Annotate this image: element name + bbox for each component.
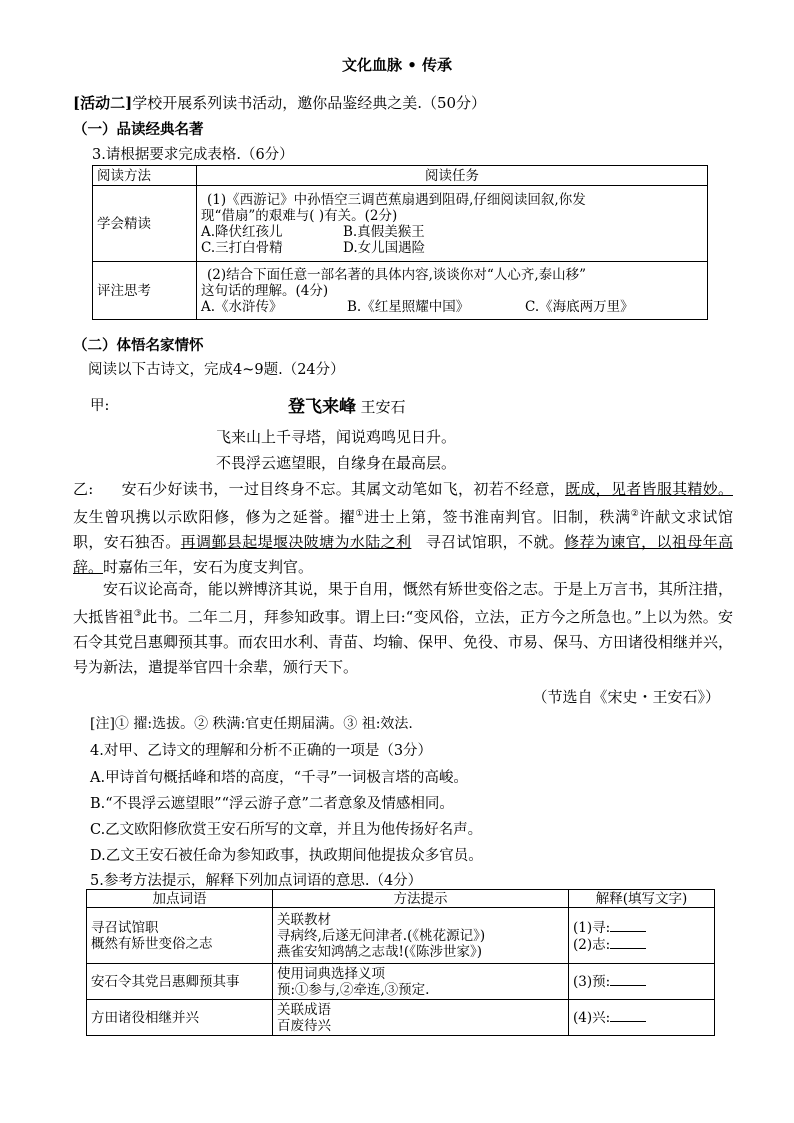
- activity-text: 学校开展系列读书活动，邀你品鉴经典之美.（50分）: [132, 94, 487, 112]
- answer-blank[interactable]: [610, 973, 646, 986]
- prose-text: 安石议论高奇，能以辨博济其说，果于自用，慨然有矫世变俗之志。于是上万言书，其所注措，大抵皆祖: [73, 580, 734, 626]
- question-4-option: D.乙文王安石被任命为参知政事，执政期间他提拔众多官员。: [90, 848, 483, 864]
- section-heading-2: （二）体悟名家情怀: [73, 337, 204, 354]
- reading-intro: 阅读以下古诗文，完成4~9题.（24分）: [88, 362, 345, 378]
- activity-heading: [73, 92, 486, 113]
- hint: 预:①参与,②牵连,③预定.: [277, 981, 430, 998]
- task-line: (1)《西游记》中孙悟空三调芭蕉扇遇到阻碍,仔细阅读回叙,你发: [207, 191, 586, 208]
- prose-text: 进士上第，签书淮南判官。旧制，秩满: [364, 508, 631, 526]
- table-cell: 安石令其党吕惠卿预其事: [87, 964, 273, 1000]
- underlined-sentence: 再调鄞县起堤堰决陂塘为水陆之利: [180, 533, 412, 551]
- option-row: [201, 299, 703, 315]
- underlined-sentence: 修荐为谏官，以祖母年高辞。: [73, 533, 733, 576]
- question-5: 5.参考方法提示，解释下列加点词语的意思.（4分）: [90, 873, 423, 889]
- question-4-option: C.乙文欧阳修欣赏王安石所写的文章，并且为他传扬好名声。: [90, 822, 483, 838]
- table-header: 阅读任务: [197, 166, 708, 186]
- hint: 使用词典选择义项: [277, 965, 385, 982]
- table-cell: [197, 186, 708, 262]
- question-3: 3.请根据要求完成表格.（6分）: [92, 147, 294, 163]
- answer-label: (4)兴:: [573, 1010, 611, 1026]
- answer-blank[interactable]: [610, 919, 646, 932]
- task-line: (2)结合下面任意一部名著的具体内容,谈谈你对“人心齐,泰山移”: [207, 266, 587, 283]
- table-cell: [273, 908, 569, 964]
- answer-label: (3)预:: [573, 974, 611, 990]
- poem-title: 登飞来峰: [288, 397, 356, 417]
- underlined-sentence: 既成，见者皆服其精妙。: [565, 480, 733, 498]
- table-cell: [273, 1000, 569, 1036]
- prose-text: 友生曾巩携以示欧阳修，修为之延誉。擢: [73, 508, 356, 526]
- poem-author: 王安石: [360, 398, 406, 416]
- question-4-option: B.“不畏浮云遮望眼”“浮云游子意”二者意象及情感相同。: [90, 796, 454, 812]
- poem-line: 飞来山上千寻塔，闻说鸡鸣见日升。: [216, 428, 457, 446]
- table-cell: 学会精读: [93, 186, 197, 262]
- question-4-stem: 4.对甲、乙诗文的理解和分析不正确的一项是（3分）: [90, 743, 433, 759]
- word-explanation-table: [86, 889, 715, 1036]
- option: A.降伏红孩儿: [201, 223, 283, 240]
- activity-tag: [活动二]: [73, 94, 133, 112]
- prose-text: 寻召试馆职，不就。: [425, 533, 565, 551]
- table-cell: [197, 262, 708, 320]
- page-title: 文化血脉 • 传承: [341, 56, 453, 74]
- answer-blank[interactable]: [610, 1009, 646, 1022]
- hint: 关联成语: [277, 1001, 331, 1018]
- option: D.女儿国遇险: [343, 239, 426, 256]
- option: B.真假美猴王: [343, 223, 425, 240]
- task-line: 这句话的理解。(4分): [201, 282, 329, 299]
- footnote-mark: ②: [630, 509, 640, 519]
- word: 寻召试馆职: [91, 919, 159, 936]
- hint: 关联教材: [277, 911, 331, 928]
- prose-text: 安石少好读书，一过目终身不忘。其属文动笔如飞，初若不经意，: [121, 480, 566, 498]
- option: C.三打白骨精: [201, 239, 283, 256]
- prose-text: 此书。二年二月，拜参知政事。谓上曰:“变风俗，立法，正方今之所急也。”上以为然。安石令其党吕惠卿预其事。而农田水利、青苗、均输、保甲、免役、市易、保马、方田诸役相继并兴，号为新法，遣提举官四十余辈，颁行天下。: [73, 608, 734, 676]
- table-header: 加点词语: [87, 890, 273, 908]
- option-row: [201, 240, 703, 256]
- table-cell: [273, 964, 569, 1000]
- footnotes: [注]① 擢:选拔。② 秩满:官吏任期届满。③ 祖:效法.: [90, 716, 413, 732]
- section-heading-1: （一）品读经典名著: [73, 121, 204, 138]
- hint: 寻病终,后遂无问津者.(《桃花源记》): [277, 927, 486, 944]
- hint: 百废待兴: [277, 1017, 331, 1034]
- table-header: 阅读方法: [93, 166, 197, 186]
- prose-paragraph-2: [73, 577, 733, 680]
- prose-label: 乙:: [73, 480, 94, 498]
- table-cell: [569, 964, 715, 1000]
- table-cell: [569, 908, 715, 964]
- poem-label: 甲:: [90, 398, 110, 414]
- answer-label: (2)志:: [573, 936, 611, 953]
- task-line: 现“借扇”的艰难与( )有关。(2分): [201, 207, 398, 224]
- table-cell: [569, 1000, 715, 1036]
- table-header: 解释(填写文字): [569, 890, 715, 908]
- footnote-mark: ③: [133, 609, 143, 619]
- prose-paragraph-1: [73, 477, 733, 580]
- prose-text: 时嘉佑三年，安石为度支判官。: [103, 558, 314, 576]
- option: C.《海底两万里》: [525, 298, 634, 315]
- prose-text: 许献文求试馆职，安石独否。: [73, 508, 733, 551]
- footnote-mark: ①: [355, 509, 365, 519]
- reading-task-table: [92, 165, 708, 320]
- question-4-option: A.甲诗首句概括峰和塔的高度，“千寻”一词极言塔的高峻。: [90, 770, 468, 786]
- table-cell: 评注思考: [93, 262, 197, 320]
- table-cell: 方田诸役相继并兴: [87, 1000, 273, 1036]
- option: A.《水浒传》: [201, 298, 283, 315]
- option-row: [201, 224, 703, 240]
- option: B.《红星照耀中国》: [347, 298, 470, 315]
- poem-line: 不畏浮云遮望眼，自缘身在最高层。: [216, 454, 457, 472]
- table-cell: [87, 908, 273, 964]
- answer-label: (1)寻:: [573, 919, 611, 936]
- source-citation: （节选自《宋史・王安石》）: [532, 688, 720, 706]
- answer-blank[interactable]: [610, 936, 646, 949]
- hint: 燕雀安知鸿鹄之志哉!(《陈涉世家》): [277, 943, 482, 960]
- table-header: 方法提示: [273, 890, 569, 908]
- word: 概然有矫世变俗之志: [91, 935, 213, 952]
- poem-heading: [288, 392, 405, 417]
